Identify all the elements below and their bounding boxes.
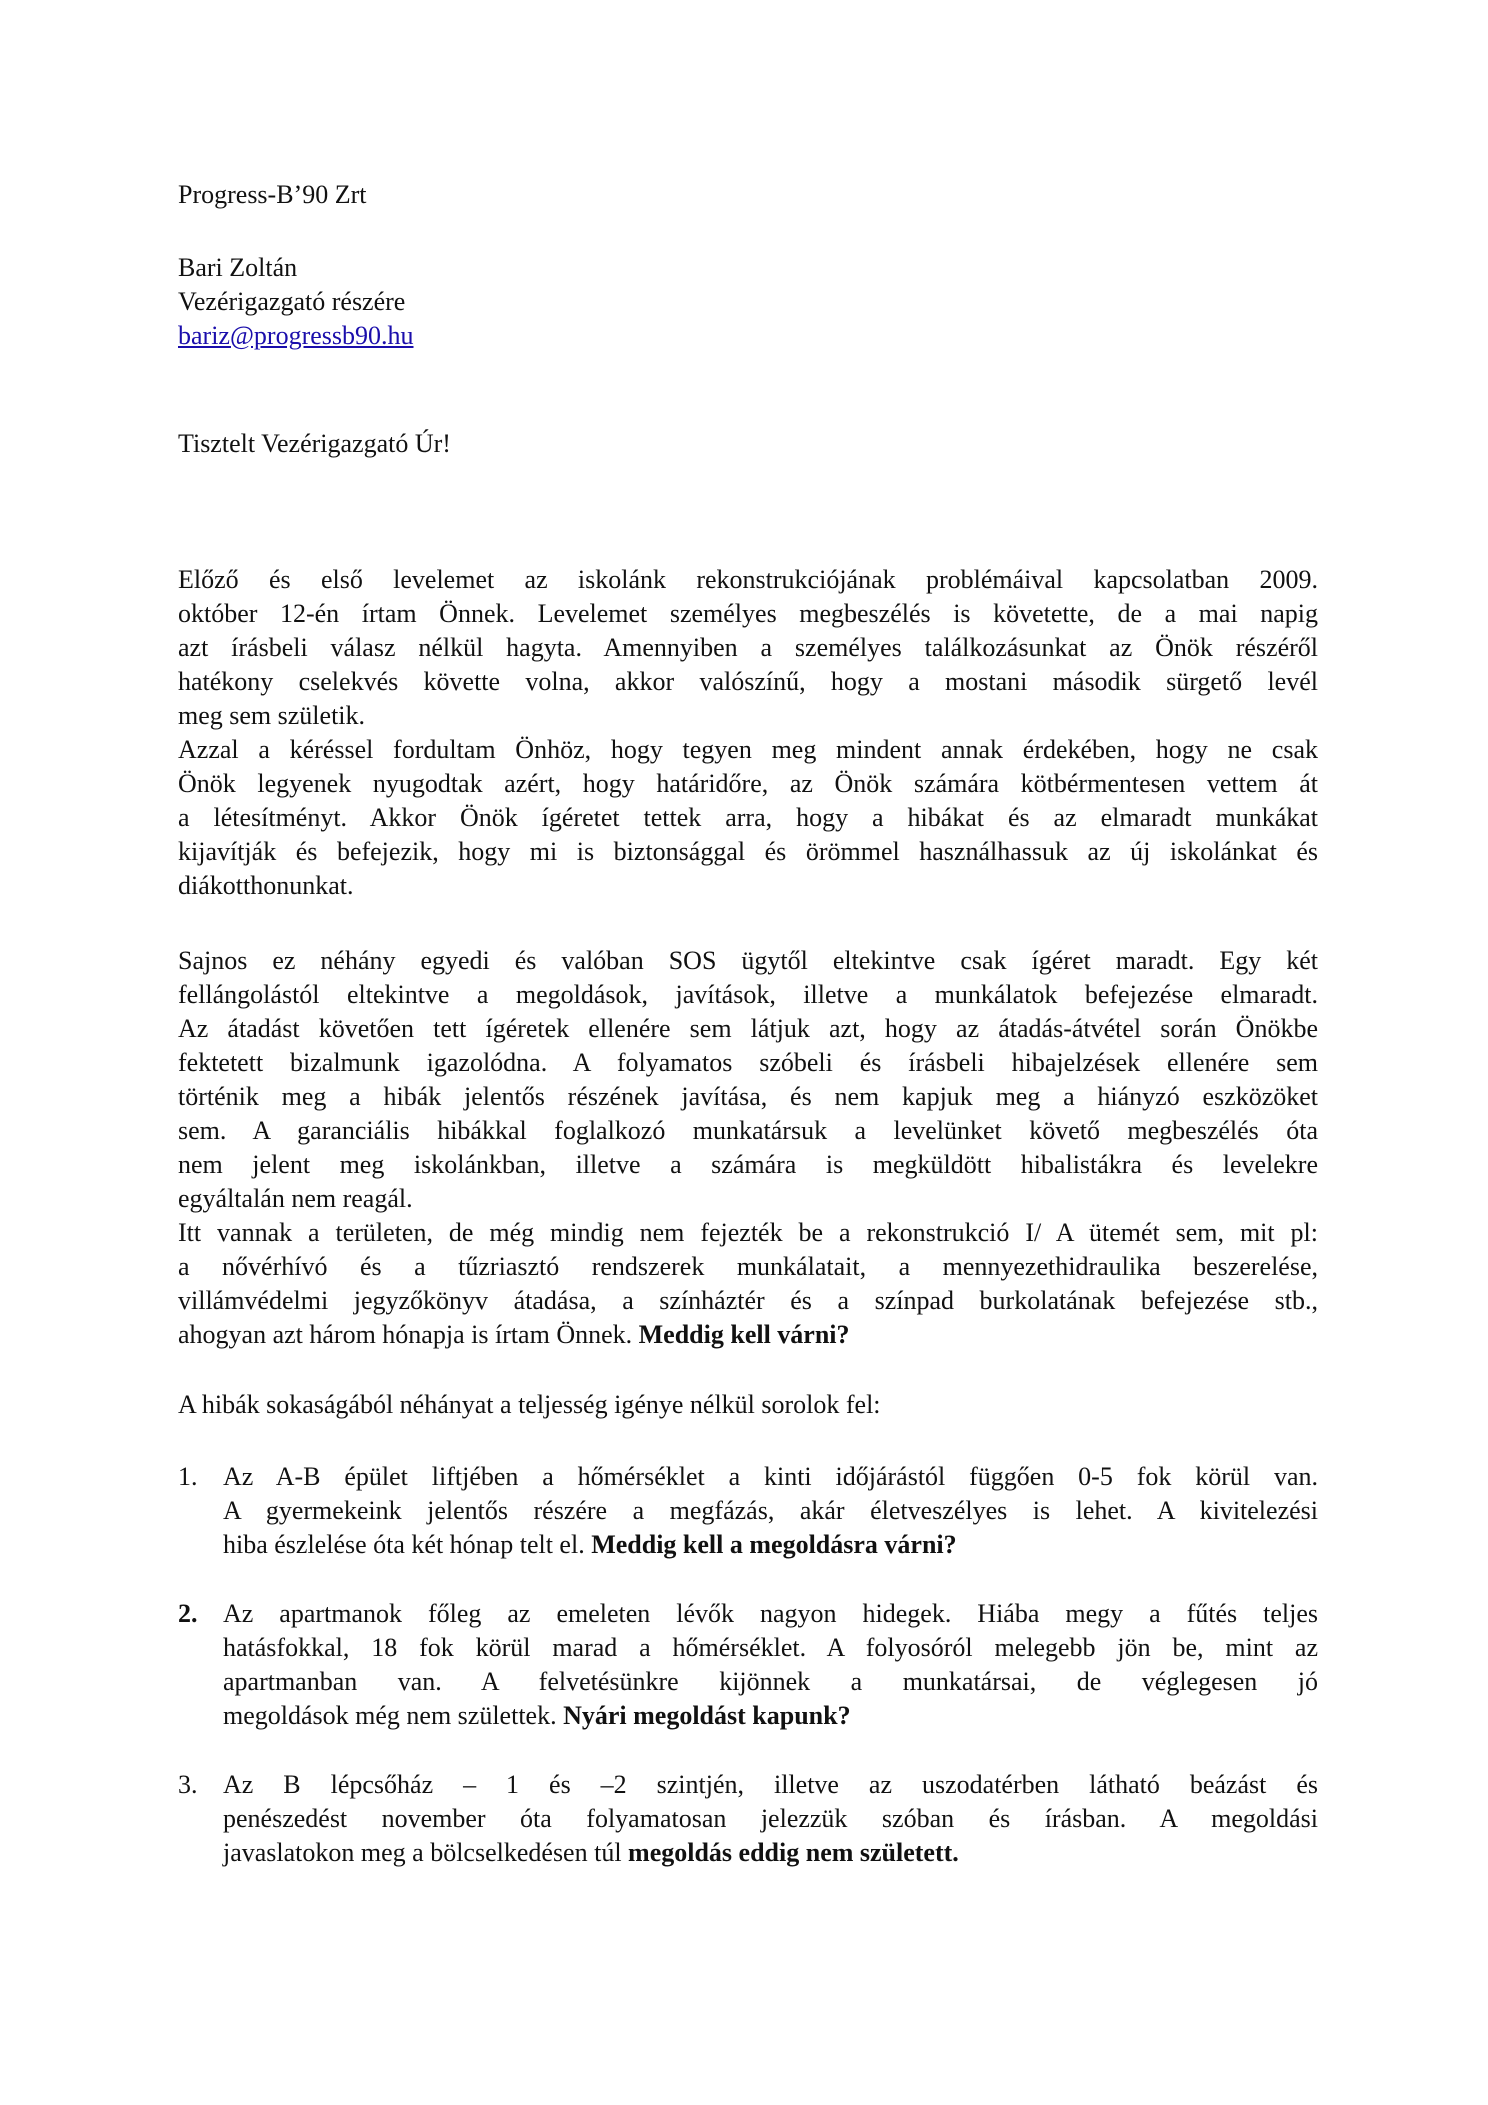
list-item-number: 3. [178, 1770, 198, 1799]
paragraph-line: Itt vannak a területen, de még mindig nem fejezték be a rekonstrukció I/ A ütemét sem, mit pl: [178, 1218, 1318, 1247]
list-item-line: A gyermekeink jelentős részére a megfázás, akár életveszélyes is lehet. A kivitelezési [223, 1496, 1318, 1525]
salutation-text: Tisztelt Vezérigazgató Úr! [178, 429, 451, 458]
company-name: Progress-B’90 Zrt [178, 180, 367, 209]
paragraph-line: hatékony cselekvés követte volna, akkor valószínű, hogy a mostani második sürgető levél [178, 667, 1318, 696]
paragraph-line: Azzal a kéréssel fordultam Önhöz, hogy tegyen meg mindent annak érdekében, hogy ne csak [178, 735, 1318, 764]
paragraph-text: ahogyan azt három hónapja is írtam Önnek. [178, 1320, 639, 1349]
paragraph-line: kijavítják és befejezik, hogy mi is biztonsággal és örömmel használhassuk az új iskolánkat és [178, 837, 1318, 866]
recipient-title: Vezérigazgató részére [178, 287, 406, 316]
paragraph-1 [178, 563, 1318, 733]
paragraph-line: a létesítményt. Akkor Önök ígéretet tettek arra, hogy a hibákat és az elmaradt munkákat [178, 803, 1318, 832]
paragraph-line: Önök legyenek nyugodtak azért, hogy határidőre, az Önök számára kötbérmentesen vettem át [178, 769, 1318, 798]
paragraph-line: fellángolástól eltekintve a megoldások, javítások, illetve a munkálatok befejezése elmaradt. [178, 980, 1318, 1009]
list-item-number: 1. [178, 1462, 198, 1491]
list-item-line: Az A-B épület liftjében a hőmérséklet a kinti időjárástól függően 0-5 fok körül van. [223, 1462, 1318, 1491]
letter-header [178, 178, 1318, 212]
recipient-name: Bari Zoltán [178, 253, 298, 282]
emphasis-statement: megoldás eddig nem született. [628, 1838, 959, 1867]
paragraph-line: villámvédelmi jegyzőkönyv átadása, a színháztér és a színpad burkolatának befejezése stb., [178, 1286, 1318, 1315]
paragraph-line: fektetett bizalmunk igazolódna. A folyamatos szóbeli és írásbeli hibajelzések ellenére sem [178, 1048, 1318, 1077]
recipient-email-link[interactable]: bariz@progressb90.hu [178, 321, 414, 350]
paragraph-line: diákotthonunkat. [178, 871, 354, 900]
list-item-line: Az B lépcsőház – 1 és –2 szintjén, illetve az uszodatérben látható beázást és [223, 1770, 1318, 1799]
list-item [178, 1768, 1318, 1870]
paragraph-line: a nővérhívó és a tűzriasztó rendszerek munkálatait, a mennyezethidraulika beszerelése, [178, 1252, 1318, 1281]
paragraph-line [178, 1318, 1318, 1352]
list-intro [178, 1388, 1318, 1422]
list-item-line [223, 1528, 1318, 1562]
paragraph-line: egyáltalán nem reagál. [178, 1184, 413, 1213]
paragraph-4 [178, 1216, 1318, 1352]
list-item [178, 1597, 1318, 1733]
list-item-line: Az apartmanok főleg az emeleten lévők nagyon hidegek. Hiába megy a fűtés teljes [223, 1599, 1318, 1628]
paragraph-line: azt írásbeli válasz nélkül hagyta. Amennyiben a személyes találkozásunkat az Önök részéről [178, 633, 1318, 662]
paragraph-2 [178, 733, 1318, 903]
paragraph-line: történik meg a hibák jelentős részének javítása, és nem kapjuk meg a hiányzó eszközöket [178, 1082, 1318, 1111]
list-item-line: apartmanban van. A felvetésünkre kijönnek a munkatársai, de véglegesen jó [223, 1667, 1318, 1696]
paragraph-line: nem jelent meg iskolánkban, illetve a számára is megküldött hibalistákra és levelekre [178, 1150, 1318, 1179]
list-item-text: megoldások még nem születtek. [223, 1701, 564, 1730]
recipient-block [178, 251, 1318, 353]
paragraph-line: október 12-én írtam Önnek. Levelemet személyes megbeszélés is követette, de a mai napig [178, 599, 1318, 628]
list-item-line [223, 1699, 1318, 1733]
paragraph-line: Előző és első levelemet az iskolánk rekonstrukciójának problémáival kapcsolatban 2009. [178, 565, 1318, 594]
list-item-text: hiba észlelése óta két hónap telt el. [223, 1530, 592, 1559]
emphasis-question: Nyári megoldást kapunk? [563, 1701, 851, 1730]
list-item-line: hatásfokkal, 18 fok körül marad a hőmérséklet. A folyosóról melegebb jön be, mint az [223, 1633, 1318, 1662]
emphasis-question: Meddig kell várni? [638, 1320, 850, 1349]
list-intro-text: A hibák sokaságából néhányat a teljesség igénye nélkül sorolok fel: [178, 1390, 881, 1419]
emphasis-question: Meddig kell a megoldásra várni? [591, 1530, 957, 1559]
paragraph-line: Az átadást követően tett ígéretek ellenére sem látjuk azt, hogy az átadás-átvétel során Önökbe [178, 1014, 1318, 1043]
paragraph-line: sem. A garanciális hibákkal foglalkozó munkatársuk a levelünket követő megbeszélés óta [178, 1116, 1318, 1145]
list-item [178, 1460, 1318, 1562]
list-item-text: javaslatokon meg a bölcselkedésen túl [223, 1838, 629, 1867]
list-item-line: penészedést november óta folyamatosan jelezzük szóban és írásban. A megoldási [223, 1804, 1318, 1833]
paragraph-line: meg sem születik. [178, 701, 366, 730]
salutation [178, 427, 1318, 461]
list-item-number: 2. [178, 1599, 198, 1628]
list-item-line [223, 1836, 1318, 1870]
paragraph-3 [178, 944, 1318, 1216]
paragraph-line: Sajnos ez néhány egyedi és valóban SOS ügytől eltekintve csak ígéret maradt. Egy két [178, 946, 1318, 975]
